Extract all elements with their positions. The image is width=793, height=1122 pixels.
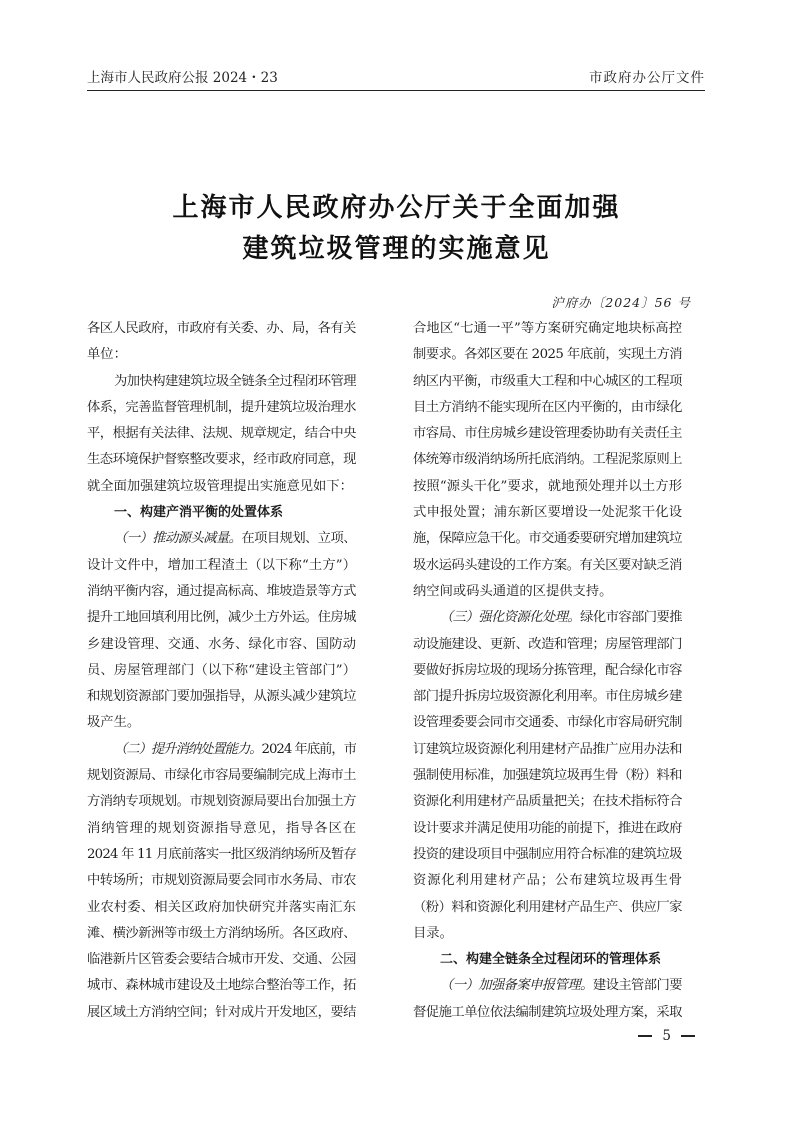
dash-right — [681, 1035, 695, 1037]
text-line — [87, 684, 356, 710]
line-text: 和规划资源部门要加强指导，从源头减少建筑垃 — [87, 689, 356, 705]
section-heading — [87, 500, 356, 526]
text-line — [87, 474, 356, 500]
line-text: 乡建设管理、交通、水务、绿化市容、国防动 — [87, 636, 356, 652]
text-line — [87, 737, 356, 763]
text-line — [87, 369, 356, 395]
line-text: 设计文件中，增加工程渣土（以下称“土方”） — [87, 557, 356, 573]
line-text: 纳区内平衡，市级重大工程和中心城区的工程项 — [413, 373, 682, 389]
line-text: 纳空间或码头通道的区提供支持。 — [413, 583, 613, 599]
subsection-title: （三）强化资源化处理。 — [440, 610, 581, 626]
line-text: 目土方消纳不能实现所在区内平衡的，由市绿化 — [413, 399, 682, 415]
text-line — [87, 605, 356, 631]
text-line — [87, 342, 356, 368]
text-line — [87, 658, 356, 684]
line-text: 绿化市容部门要推 — [580, 610, 682, 626]
text-line — [87, 789, 356, 815]
line-text: 各区人民政府，市政府有关委、办、局，各有关 — [87, 321, 356, 336]
line-text: 动设施建设、更新、改造和管理；房屋管理部门 — [413, 636, 682, 652]
journal-issue: 上海市人民政府公报 2024・23 — [87, 70, 278, 86]
text-line — [413, 342, 682, 368]
text-line — [87, 1000, 356, 1026]
line-text: 2024 年底前，市 — [261, 741, 356, 757]
text-line — [87, 842, 356, 868]
line-text: 建设主管部门要 — [592, 978, 682, 994]
title-line-2: 建筑垃圾管理的实施意见 — [242, 234, 551, 264]
line-text: 式申报处置；浦东新区要增设一处泥浆干化设 — [413, 505, 682, 521]
line-text: 市容局、市住房城乡建设管理委协助有关责任主 — [413, 426, 682, 442]
text-line — [87, 895, 356, 921]
text-line — [413, 921, 682, 947]
line-text: 施，保障应急干化。市交通委要研究增加建筑垃 — [413, 531, 682, 547]
line-text: 滩、横沙新洲等市级土方消纳场所。各区政府、 — [87, 925, 356, 941]
text-line — [413, 395, 682, 421]
line-text: 设管理委要会同市交通委、市绿化市容局研究制 — [413, 715, 682, 731]
text-line — [413, 816, 682, 842]
text-line — [413, 605, 682, 631]
section-label: 市政府办公厅文件 — [589, 70, 705, 86]
line-text: 资源化利用建材产品；公布建筑垃圾再生骨 — [413, 873, 682, 889]
line-text: 2024 年 11 月底前落实一批区级消纳场所及暂存 — [87, 846, 356, 862]
line-text: （粉）料和资源化利用建材产品生产、供应厂家 — [413, 899, 682, 915]
text-line — [413, 500, 682, 526]
text-line — [413, 842, 682, 868]
line-text: 要做好拆房垃圾的现场分拣管理，配合绿化市容 — [413, 662, 682, 678]
text-line — [413, 973, 682, 999]
line-text: 临港新片区管委会要结合城市开发、交通、公园 — [87, 952, 356, 968]
text-line — [413, 421, 682, 447]
text-line — [413, 658, 682, 684]
text-line — [87, 553, 356, 579]
line-text: 订建筑垃圾资源化利用建材产品推广应用办法和 — [413, 741, 682, 757]
section-heading — [413, 947, 682, 973]
line-text: 合地区“七通一平”等方案研究确定地块标高控 — [413, 321, 682, 336]
text-line — [87, 316, 356, 342]
line-text: 方消纳专项规划。市规划资源局要出台加强土方 — [87, 794, 356, 810]
line-text: 为加快构建建筑垃圾全链条全过程闭环管理 — [114, 373, 356, 389]
line-text: 督促施工单位依法编制建筑垃圾处理方案，采取 — [413, 1004, 682, 1020]
text-line — [87, 710, 356, 736]
line-text: 业农村委、相关区政府加快研究并落实南汇东 — [87, 899, 356, 915]
line-text: 消纳管理的规划资源指导意见，指导各区在 — [87, 820, 356, 836]
text-line — [413, 526, 682, 552]
line-text: 目录。 — [413, 925, 453, 941]
line-text: 展区域土方消纳空间；针对成片开发地区，要结 — [87, 1004, 356, 1020]
right-column — [413, 316, 682, 1026]
line-text: 单位： — [87, 347, 127, 363]
text-line — [87, 632, 356, 658]
text-line — [87, 447, 356, 473]
text-line — [413, 632, 682, 658]
line-text: 消纳平衡内容，通过提高标高、堆坡造景等方式 — [87, 583, 356, 599]
line-text: 圾产生。 — [87, 715, 141, 731]
text-line — [87, 816, 356, 842]
subsection-title: （二）提升消纳处置能力。 — [114, 741, 262, 757]
text-line — [87, 395, 356, 421]
text-line — [87, 973, 356, 999]
text-line — [87, 421, 356, 447]
text-line — [87, 579, 356, 605]
text-line — [87, 921, 356, 947]
text-line — [413, 474, 682, 500]
line-text: 制要求。各郊区要在 2025 年底前，实现土方消 — [413, 347, 682, 363]
text-line — [87, 947, 356, 973]
text-line — [413, 684, 682, 710]
line-text: 规划资源局、市绿化市容局要编制完成上海市土 — [87, 768, 356, 784]
line-text: 在项目规划、立项、 — [241, 531, 356, 547]
header-divider — [87, 90, 705, 91]
left-column — [87, 316, 356, 1026]
line-text: 体系，完善监督管理机制，提升建筑垃圾治理水 — [87, 399, 356, 415]
line-text: 就全面加强建筑垃圾管理提出实施意见如下： — [87, 478, 353, 494]
line-text: 生态环境保护督察整改要求，经市政府同意，现 — [87, 452, 356, 468]
text-line — [413, 447, 682, 473]
line-text: 设计要求并满足使用功能的前提下，推进在政府 — [413, 820, 682, 836]
page-number: 5 — [662, 1028, 671, 1044]
text-line — [413, 710, 682, 736]
line-text: 员、房屋管理部门（以下称“建设主管部门”） — [87, 662, 356, 678]
text-line — [413, 316, 682, 342]
line-text: 强制使用标准，加强建筑垃圾再生骨（粉）料和 — [413, 768, 682, 784]
line-text: 提升工地回填利用比例，减少土方外运。住房城 — [87, 610, 356, 626]
line-text: 部门提升拆房垃圾资源化利用率。市住房城乡建 — [413, 689, 682, 705]
text-line — [413, 789, 682, 815]
line-text: 圾水运码头建设的工作方案。有关区要对缺乏消 — [413, 557, 682, 573]
line-text: 平，根据有关法律、法规、规章规定，结合中央 — [87, 426, 356, 442]
text-line — [413, 868, 682, 894]
line-text: 中转场所；市规划资源局要会同市水务局、市农 — [87, 873, 356, 889]
text-line — [413, 1000, 682, 1026]
line-text: 城市、森林城市建设及土地综合整治等工作，拓 — [87, 978, 356, 994]
text-line — [413, 895, 682, 921]
title-line-1: 上海市人民政府办公厅关于全面加强 — [172, 193, 621, 223]
subsection-title: （一）推动源头减量。 — [114, 531, 242, 547]
line-text: 体统筹市级消纳场所托底消纳。工程泥浆原则上 — [413, 452, 682, 468]
text-line — [413, 579, 682, 605]
text-line — [413, 553, 682, 579]
text-line — [413, 763, 682, 789]
text-line — [413, 737, 682, 763]
text-line — [413, 369, 682, 395]
line-text: 一、构建产消平衡的处置体系 — [114, 505, 284, 521]
line-text: 投资的建设项目中强制应用符合标准的建筑垃圾 — [413, 846, 682, 862]
page-footer — [638, 1028, 695, 1044]
line-text: 资源化利用建材产品质量把关；在技术指标符合 — [413, 794, 682, 810]
text-line — [87, 526, 356, 552]
document-number: 沪府办〔2024〕56 号 — [551, 295, 691, 310]
subsection-title: （一）加强备案申报管理。 — [440, 978, 593, 994]
line-text: 二、构建全链条全过程闭环的管理体系 — [440, 952, 662, 968]
dash-left — [638, 1035, 652, 1037]
text-line — [87, 763, 356, 789]
line-text: 按照“源头干化”要求，就地预处理并以土方形 — [413, 478, 682, 494]
text-line — [87, 868, 356, 894]
